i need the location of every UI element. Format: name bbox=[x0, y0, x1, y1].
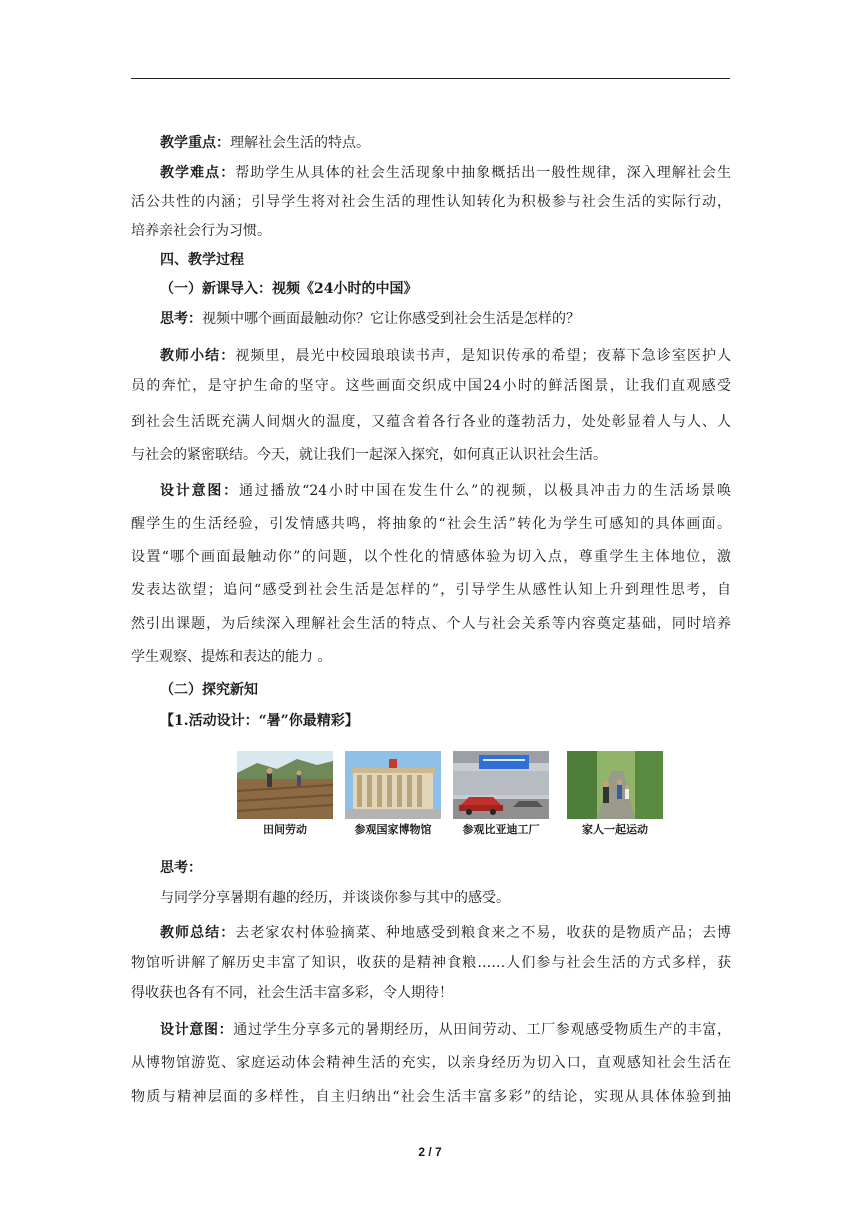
figure-museum-visit bbox=[343, 747, 443, 843]
teacher-summary-1-line-4: 与社会的紧密联结。今天，就让我们一起深入探究，如何真正认识社会生活。 bbox=[131, 447, 607, 463]
design-intent-1-line-3: 设置“哪个画面最触动你”的问题，以个性化的情感体验为切入点，尊重学生主体地位，激 bbox=[131, 549, 731, 565]
family-sport-photo bbox=[567, 751, 663, 819]
teacher-summary-2-line-3: 得收获也各有不同，社会生活丰富多彩，令人期待！ bbox=[131, 985, 453, 1001]
design-intent-1-line-1: 设计意图：通过播放“24小时中国在发生什么”的视频，以极具冲击力的生活场景唤 bbox=[160, 483, 731, 499]
figure-factory-visit bbox=[451, 747, 551, 843]
think-question-2-label: 思考： bbox=[160, 860, 202, 876]
teacher-summary-1-line-3: 到社会生活既充满人间烟火的温度，又蕴含着各行各业的蓬勃活力，处处彰显着人与人、人 bbox=[131, 414, 731, 430]
section-heading: 四、教学过程 bbox=[160, 252, 244, 268]
difficulty-line-1: 教学难点：帮助学生从具体的社会生活现象中抽象概括出一般性规律，深入理解社会生 bbox=[160, 165, 731, 181]
design-intent-2-line-3: 物质与精神层面的多样性，自主归纳出“社会生活丰富多彩”的结论，实现从具体体验到抽 bbox=[131, 1089, 731, 1105]
page-number: 2 / 7 bbox=[418, 1145, 442, 1159]
design-intent-1-line-6: 学生观察、提炼和表达的能力 。 bbox=[131, 649, 332, 665]
think-question-2-text: 与同学分享暑期有趣的经历，并谈谈你参与其中的感受。 bbox=[160, 890, 510, 906]
figure-caption: 参观国家博物馆 bbox=[354, 824, 432, 836]
activity-photo-strip bbox=[235, 747, 675, 843]
design-intent-1-line-2: 醒学生的生活经验，引发情感共鸣，将抽象的“社会生活”转化为学生可感知的具体画面。 bbox=[131, 516, 731, 532]
difficulty-line-3: 培养亲社会行为习惯。 bbox=[131, 223, 271, 239]
activity-title: 【1.活动设计：“暑”你最精彩】 bbox=[160, 713, 359, 729]
teacher-summary-1-line-2: 员的奔忙，是守护生命的坚守。这些画面交织成中国24小时的鲜活图景，让我们直观感受 bbox=[131, 378, 731, 394]
teacher-summary-1-line-1: 教师小结：视频里，晨光中校园琅琅读书声，是知识传承的希望；夜幕下急诊室医护人 bbox=[160, 348, 731, 364]
design-intent-1-line-5: 然引出课题，为后续深入理解社会生活的特点、个人与社会关系等内容奠定基础，同时培养 bbox=[131, 616, 731, 632]
factory-photo bbox=[453, 751, 549, 819]
think-question-1: 思考：视频中哪个画面最触动你？它让你感受到社会生活是怎样的？ bbox=[160, 311, 580, 327]
design-intent-1-line-4: 发表达欲望；追问“感受到社会生活是怎样的”，引导学生从感性认知上升到理性思考，自 bbox=[131, 582, 731, 598]
figure-caption: 参观比亚迪工厂 bbox=[462, 824, 540, 836]
museum-photo bbox=[345, 751, 441, 819]
header-rule bbox=[131, 78, 730, 79]
sub-heading-1: （一）新课导入：视频《24小时的中国》 bbox=[160, 281, 418, 297]
teacher-summary-2-line-2: 物馆听讲解了解历史丰富了知识，收获的是精神食粮……人们参与社会生活的方式多样，获 bbox=[131, 955, 731, 971]
figure-caption: 田间劳动 bbox=[263, 824, 307, 836]
key-point-line: 教学重点：理解社会生活的特点。 bbox=[160, 135, 370, 151]
design-intent-2-line-1: 设计意图：通过学生分享多元的暑期经历，从田间劳动、工厂参观感受物质生产的丰富， bbox=[160, 1022, 731, 1038]
design-intent-2-line-2: 从博物馆游览、家庭运动体会精神生活的充实，以亲身经历为切入口，直观感知社会生活在 bbox=[131, 1055, 731, 1071]
teacher-summary-2-line-1: 教师总结：去老家农村体验摘菜、种地感受到粮食来之不易，收获的是物质产品；去博 bbox=[160, 925, 731, 941]
difficulty-line-2: 活公共性的内涵；引导学生将对社会生活的理性认知转化为积极参与社会生活的实际行动， bbox=[131, 194, 731, 210]
sub-heading-2: （二）探究新知 bbox=[160, 682, 258, 698]
figure-caption: 家人一起运动 bbox=[582, 824, 648, 836]
figure-family-sport bbox=[565, 747, 665, 843]
figure-field-work bbox=[235, 747, 335, 843]
field-work-photo bbox=[237, 751, 333, 819]
